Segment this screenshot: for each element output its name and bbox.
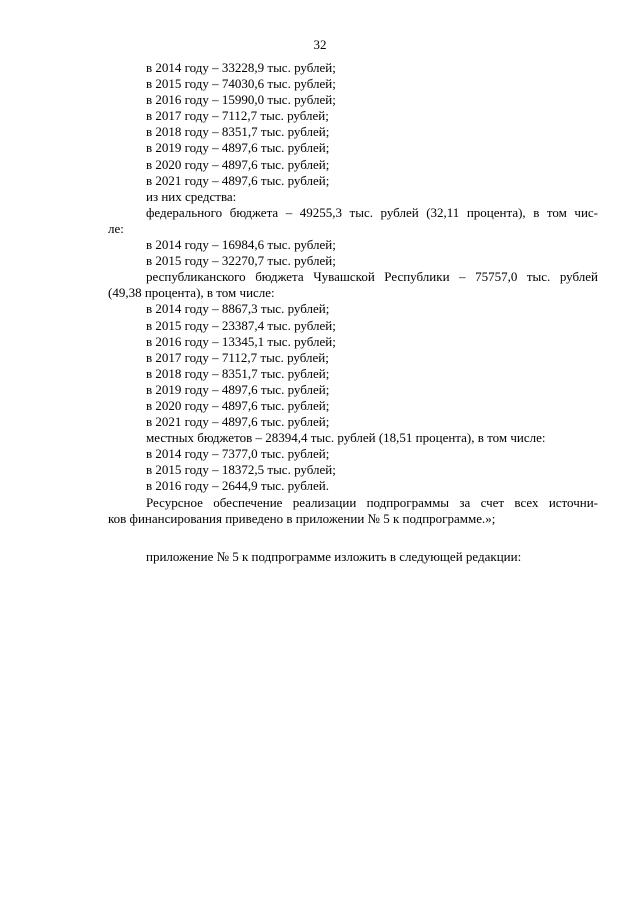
closing-line: приложение № 5 к подпрограмме изложить в следующей редакции: [146, 548, 522, 564]
text-line: в 2016 году – 2644,9 тыс. рублей. [146, 478, 329, 494]
text-line: в 2014 году – 16984,6 тыс. рублей; [146, 237, 336, 253]
text-line: в 2015 году – 18372,5 тыс. рублей; [146, 462, 336, 478]
text-line: федерального бюджета – 49255,3 тыс. рублей (32,11 процента), в том чис- [146, 204, 598, 220]
text-line: ле: [108, 220, 124, 236]
text-line: из них средства: [146, 188, 237, 204]
text-line: в 2021 году – 4897,6 тыс. рублей; [146, 414, 330, 430]
text-line: (49,38 процента), в том числе: [108, 285, 275, 301]
text-line: в 2018 году – 8351,7 тыс. рублей; [146, 365, 330, 381]
text-line: в 2017 году – 7112,7 тыс. рублей; [146, 108, 329, 124]
text-line: в 2014 году – 8867,3 тыс. рублей; [146, 301, 330, 317]
text-line: в 2015 году – 23387,4 тыс. рублей; [146, 317, 336, 333]
text-line: Ресурсное обеспечение реализации подпрограммы за счет всех источни- [146, 494, 598, 510]
text-line: в 2020 году – 4897,6 тыс. рублей; [146, 397, 330, 413]
text-line: ков финансирования приведено в приложении № 5 к подпрограмме.»; [108, 510, 496, 526]
text-line: в 2017 году – 7112,7 тыс. рублей; [146, 349, 329, 365]
text-line: республиканского бюджета Чувашской Республики – 75757,0 тыс. рублей [146, 269, 598, 285]
page-number: 32 [313, 37, 327, 52]
text-line: в 2020 году – 4897,6 тыс. рублей; [146, 156, 330, 172]
paragraph-gap [108, 527, 598, 549]
document-body [108, 60, 598, 565]
text-line: в 2018 году – 8351,7 тыс. рублей; [146, 124, 330, 140]
text-line: местных бюджетов – 28394,4 тыс. рублей (18,51 процента), в том числе: [146, 430, 546, 446]
text-line: в 2014 году – 7377,0 тыс. рублей; [146, 446, 330, 462]
text-line: в 2014 году – 33228,9 тыс. рублей; [146, 60, 336, 75]
text-line: в 2019 году – 4897,6 тыс. рублей; [146, 381, 330, 397]
text-line: в 2021 году – 4897,6 тыс. рублей; [146, 172, 330, 188]
text-line: в 2015 году – 74030,6 тыс. рублей; [146, 76, 336, 92]
text-line: в 2015 году – 32270,7 тыс. рублей; [146, 253, 336, 269]
text-line: в 2019 году – 4897,6 тыс. рублей; [146, 140, 330, 156]
text-line: в 2016 году – 15990,0 тыс. рублей; [146, 92, 336, 108]
text-line: в 2016 году – 13345,1 тыс. рублей; [146, 333, 336, 349]
